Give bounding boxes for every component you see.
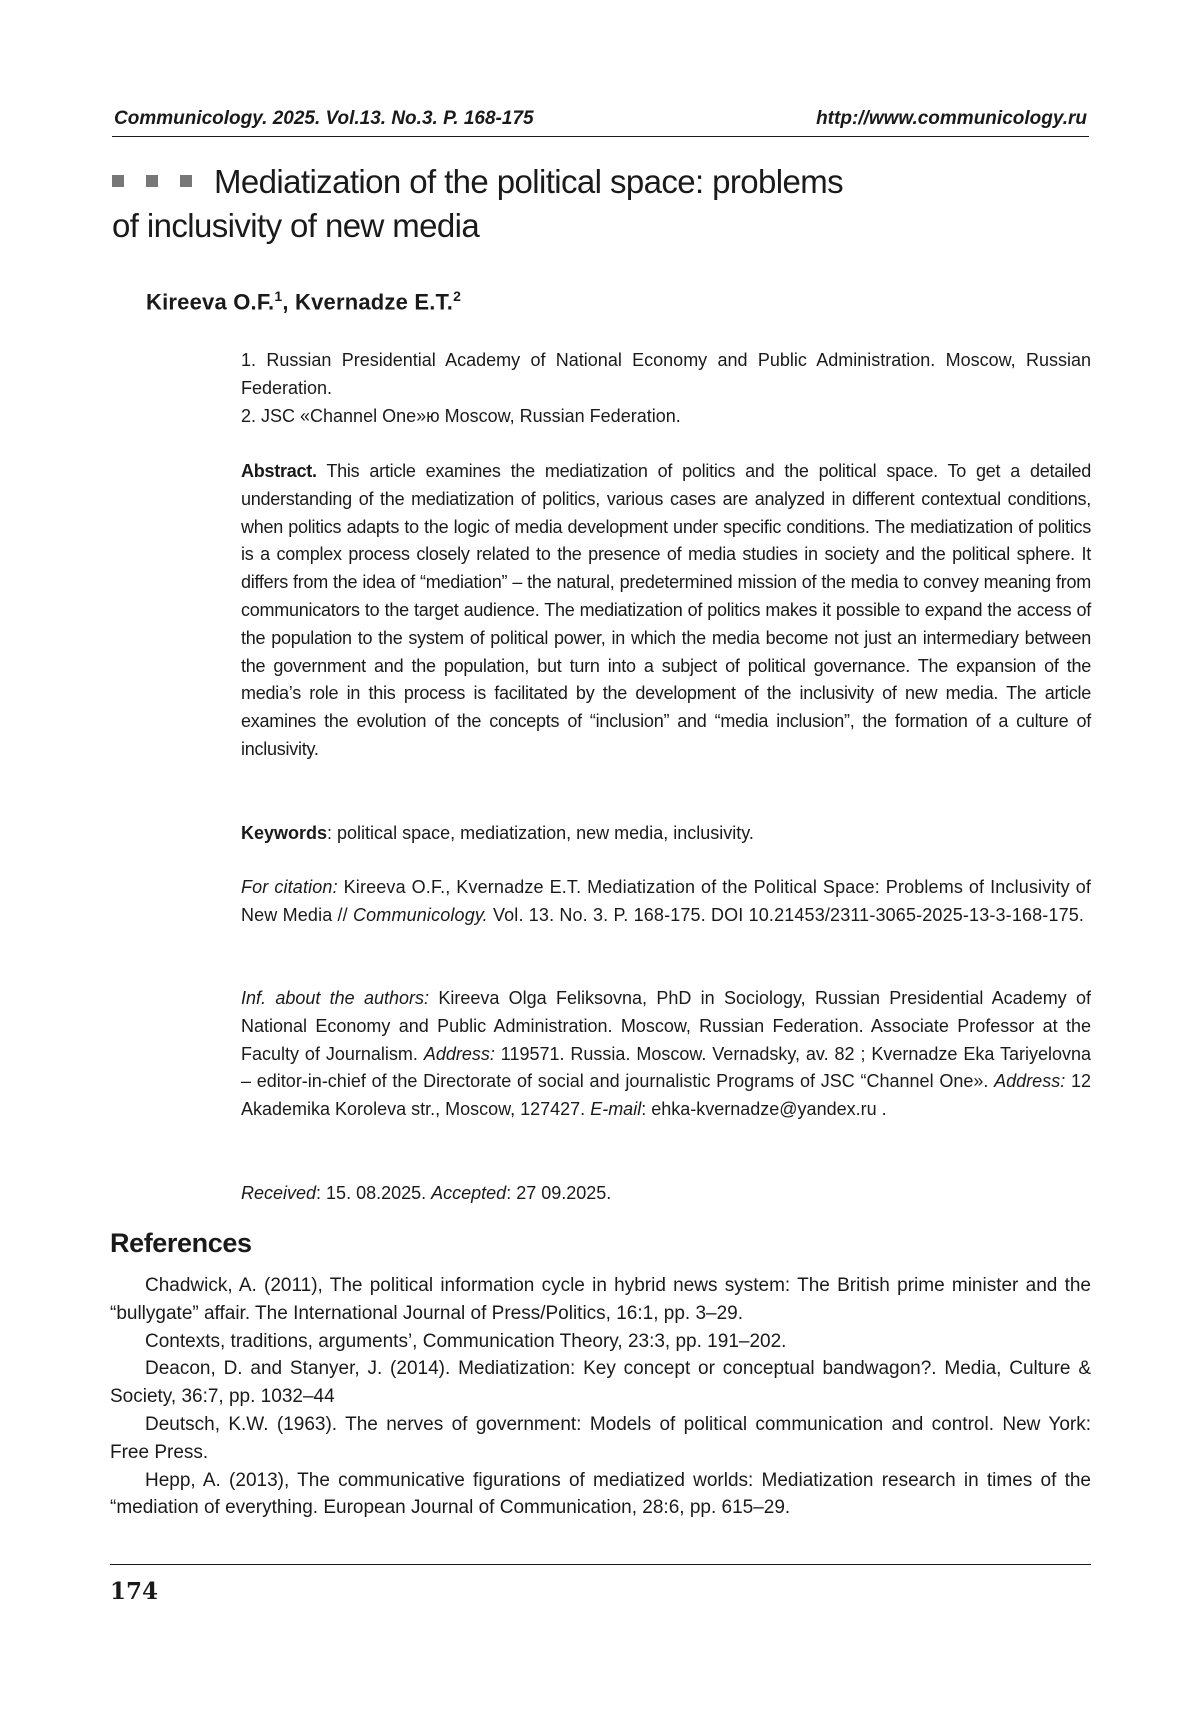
keywords (241, 820, 1091, 848)
author-2-affiliation-mark: 2 (453, 288, 462, 304)
footer-rule (110, 1564, 1091, 1565)
authors-info-label: Inf. about the authors: (241, 988, 430, 1008)
abstract-text: This article examines the mediatization of politics and the political space. To get a detailed understanding of the mediatization of politics, various cases are analyzed in different contextual conditions, when politics adapts to the logic of media development under specific conditions. The mediatization of politics is a complex process closely related to the presence of media studies in society and the political sphere. It differs from the idea of “mediation” – the natural, predetermined mission of the media to convey meaning from communicators to the target audience. The mediatization of politics makes it possible to expand the access of the population to the system of political power, in which the media become not just an intermediary between the government and the population, but turn into a subject of political governance. The expansion of the media’s role in this process is facilitated by the development of the inclusivity of new media. The article examines the evolution of the concepts of “inclusion” and “media inclusion”, the formation of a culture of inclusivity. (241, 461, 1091, 759)
dates (241, 1180, 1091, 1208)
abstract (241, 458, 1091, 764)
accepted-value: : 27 09.2025. (506, 1183, 612, 1203)
authors-info-text-3: 12 Akademika Koroleva str., Moscow, 127427. (241, 1071, 1091, 1120)
running-header (112, 106, 1089, 137)
author-separator: , (282, 289, 295, 315)
title-line-2: of inclusivity of new media (112, 207, 480, 244)
reference-item: Deutsch, K.W. (1963). The nerves of government: Models of political communication and control. New York: Free Press. (110, 1413, 1091, 1463)
page-number: 174 (110, 1578, 159, 1605)
bullet-square-icon (146, 175, 158, 187)
affiliation-2: 2. JSC «Channel One»ю Moscow, Russian Federation. (241, 405, 681, 426)
citation-journal: Communicology. (353, 904, 488, 925)
citation-text-1: Kireeva O.F., Kvernadze E.T. Mediatization of the Political Space: Problems of Inclusivity of New Media // (241, 877, 1092, 925)
address-label-1: Address: (423, 1043, 495, 1064)
authors-info (241, 985, 1091, 1124)
author-1: Kireeva O.F. (146, 289, 275, 315)
keywords-label: Keywords (241, 823, 328, 843)
bullet-square-icon (112, 175, 124, 187)
received-label: Received (241, 1183, 317, 1203)
received-value: : 15. 08.2025. (316, 1183, 432, 1203)
references-list (110, 1272, 1091, 1522)
article-title (112, 160, 1012, 248)
authors-info-text-2: 119571. Russia. Moscow. Vernadsky, av. 82 ; Kvernadze Eka Tariyelovna – editor-in-chief of the Directorate of social and journalistic Programs of JSC “Channel One». (241, 1043, 1091, 1092)
authors-info-text-1: Kireeva Olga Feliksovna, PhD in Sociology, Russian Presidential Academy of National Economy and Public Administration. Moscow, Russian Federation. Associate Professor at the Faculty of Journalism. (241, 988, 1091, 1064)
references-heading: References (110, 1228, 252, 1258)
affiliation-1: 1. Russian Presidential Academy of National Economy and Public Administration. Moscow, Russian Federation. (241, 350, 1091, 398)
reference-item: Deacon, D. and Stanyer, J. (2014). Mediatization: Key concept or conceptual bandwagon?. Media, Culture & Society, 36:7, pp. 1032–44 (110, 1358, 1091, 1408)
reference-item: Contexts, traditions, arguments’, Communication Theory, 23:3, pp. 191–202. (145, 1330, 787, 1352)
author-list (146, 288, 461, 315)
journal-reference: Communicology. 2025. Vol.13. No.3. P. 168-175 (114, 108, 534, 129)
title-line-1: Mediatization of the political space: problems (214, 163, 844, 200)
journal-url[interactable]: http://www.communicology.ru (816, 108, 1087, 129)
citation-label: For citation: (241, 877, 338, 897)
accepted-label: Accepted (431, 1183, 507, 1203)
abstract-label: Abstract. (241, 461, 317, 481)
author-2: Kvernadze E.T. (294, 289, 454, 315)
email-label: E-mail (590, 1099, 642, 1120)
address-label-2: Address: (994, 1071, 1066, 1092)
authors-info-text-4: : ehka-kvernadze@yandex.ru . (641, 1099, 887, 1120)
reference-item: Chadwick, A. (2011), The political information cycle in hybrid news system: The British prime minister and the “bullygate” affair. The International Journal of Press/Politics, 16:1, pp. 3–29. (110, 1275, 1091, 1324)
citation-text-2: Vol. 13. No. 3. P. 168-175. DOI 10.21453/2311-3065-2025-13-3-168-175. (487, 904, 1085, 925)
bullet-square-icon (180, 175, 192, 187)
reference-item: Hepp, A. (2013), The communicative figurations of mediatized worlds: Mediatization research in times of the “mediation of everything. European Journal of Communication, 28:6, pp. 615–29. (110, 1469, 1091, 1519)
citation (241, 874, 1091, 930)
author-1-affiliation-mark: 1 (274, 288, 283, 304)
affiliations (241, 347, 1091, 430)
keywords-text: : political space, mediatization, new media, inclusivity. (327, 823, 754, 843)
